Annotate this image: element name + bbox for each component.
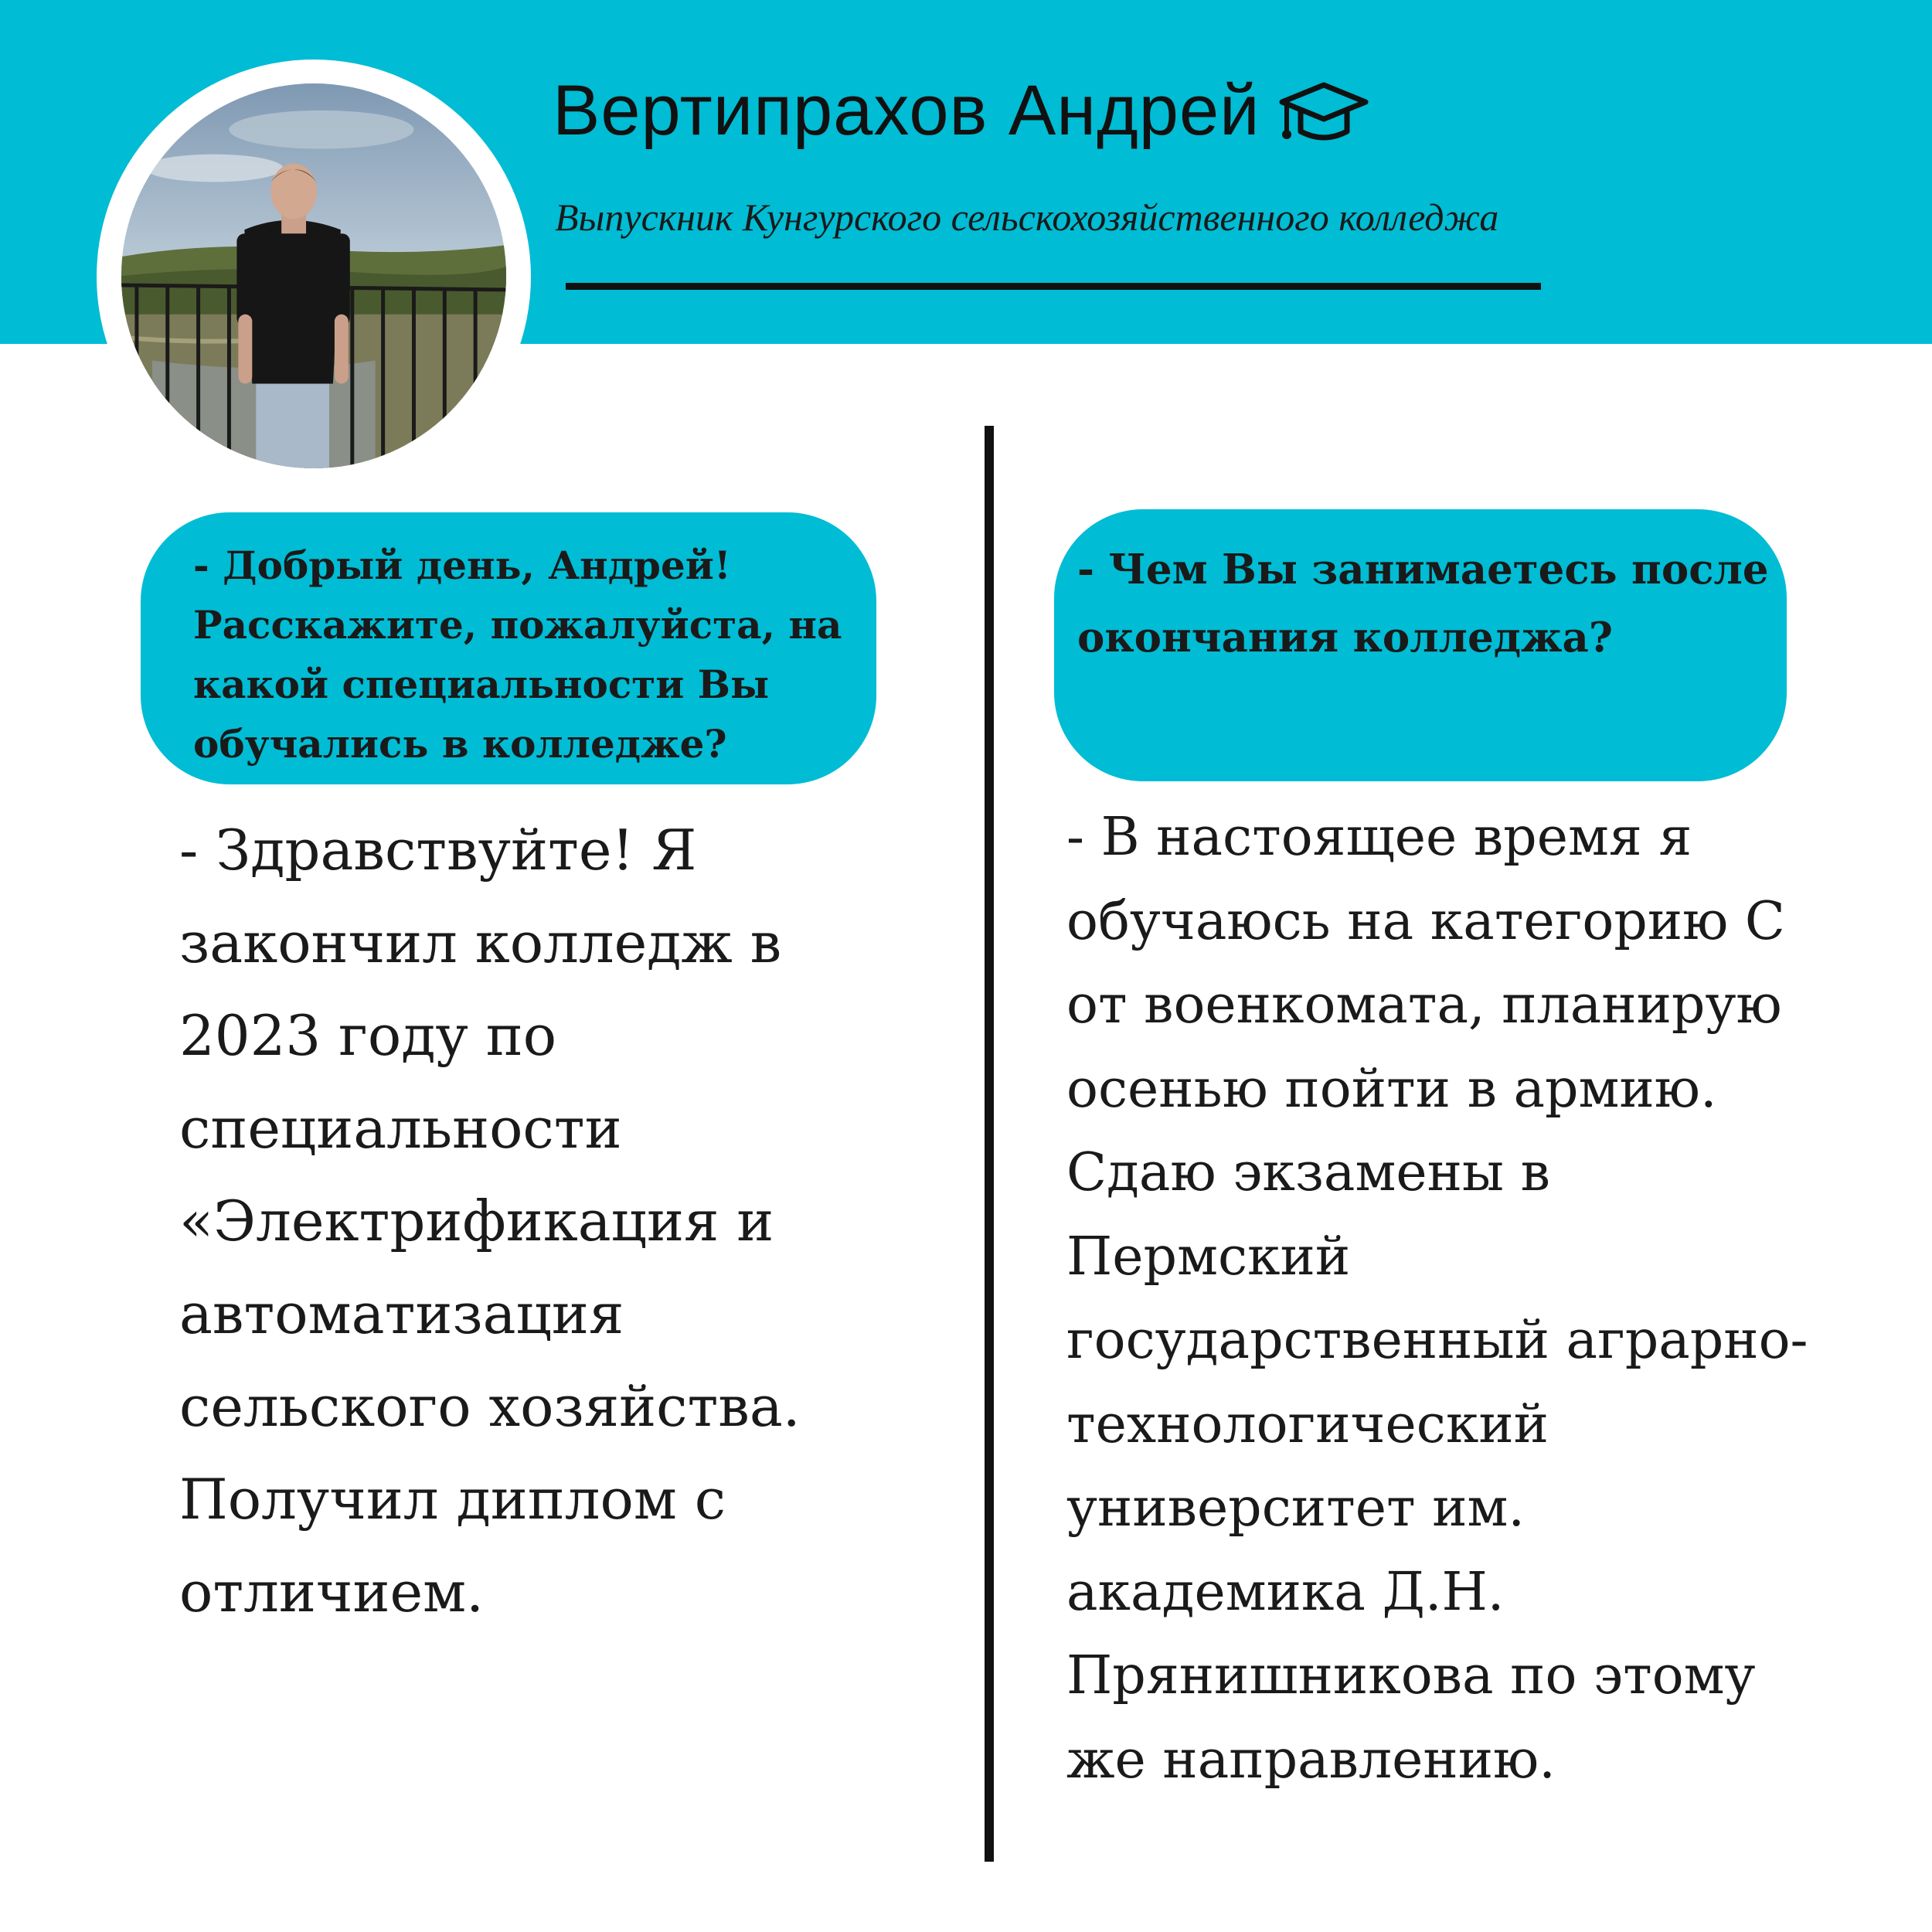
question-line: - Добрый день, Андрей! bbox=[193, 543, 731, 588]
answer-line: Получил диплом с bbox=[179, 1467, 726, 1532]
answer-line: же направлению. bbox=[1066, 1729, 1556, 1791]
answer-line: - Здравствуйте! Я bbox=[179, 818, 697, 883]
answer-line: Прянишникова по этому bbox=[1066, 1645, 1756, 1706]
answer-line: специальности bbox=[179, 1096, 622, 1161]
graduate-subtitle: Выпускник Кунгурского сельскохозяйственного колледжа bbox=[555, 196, 1499, 239]
answer-line: осенью пойти в армию. bbox=[1066, 1058, 1717, 1120]
question-line: какой специальности Вы bbox=[193, 662, 770, 707]
graduation-cap-icon bbox=[1276, 76, 1369, 145]
header-rule bbox=[566, 283, 1541, 290]
question-bubble-right bbox=[1054, 509, 1787, 781]
answer-right bbox=[1066, 796, 1917, 1802]
answer-line: «Электрификация и bbox=[179, 1189, 774, 1253]
answer-line: - В настоящее время я bbox=[1066, 807, 1692, 868]
answer-line: обучаюсь на категорию С bbox=[1066, 890, 1785, 952]
question-line: - Чем Вы занимаетесь после bbox=[1077, 546, 1769, 594]
answer-line: автоматизация bbox=[179, 1281, 624, 1346]
question-line: обучались в колледже? bbox=[193, 721, 727, 767]
question-line: окончания колледжа? bbox=[1077, 614, 1613, 662]
answer-line: технологический bbox=[1066, 1393, 1549, 1455]
graduate-name: Вертипрахов Андрей bbox=[553, 70, 1260, 150]
question-bubble-left bbox=[141, 512, 876, 784]
question-line: Расскажите, пожалуйста, на bbox=[193, 602, 842, 648]
answer-line: университет им. bbox=[1066, 1478, 1526, 1539]
answer-line: сельского хозяйства. bbox=[179, 1374, 801, 1439]
answer-line: государственный аграрно- bbox=[1066, 1310, 1808, 1371]
avatar bbox=[121, 83, 506, 468]
answer-line: академика Д.Н. bbox=[1066, 1561, 1505, 1623]
answer-left bbox=[179, 804, 944, 1638]
answer-line: Сдаю экзамены в bbox=[1066, 1142, 1550, 1203]
answer-line: отличием. bbox=[179, 1560, 484, 1624]
portrait-photo bbox=[121, 83, 506, 468]
answer-line: закончил колледж в bbox=[179, 910, 782, 975]
answer-line: Пермский bbox=[1066, 1226, 1351, 1287]
answer-line: 2023 году по bbox=[179, 1003, 557, 1068]
answer-line: от военкомата, планирую bbox=[1066, 975, 1782, 1036]
column-divider bbox=[985, 426, 994, 1862]
name-line bbox=[553, 60, 1369, 161]
